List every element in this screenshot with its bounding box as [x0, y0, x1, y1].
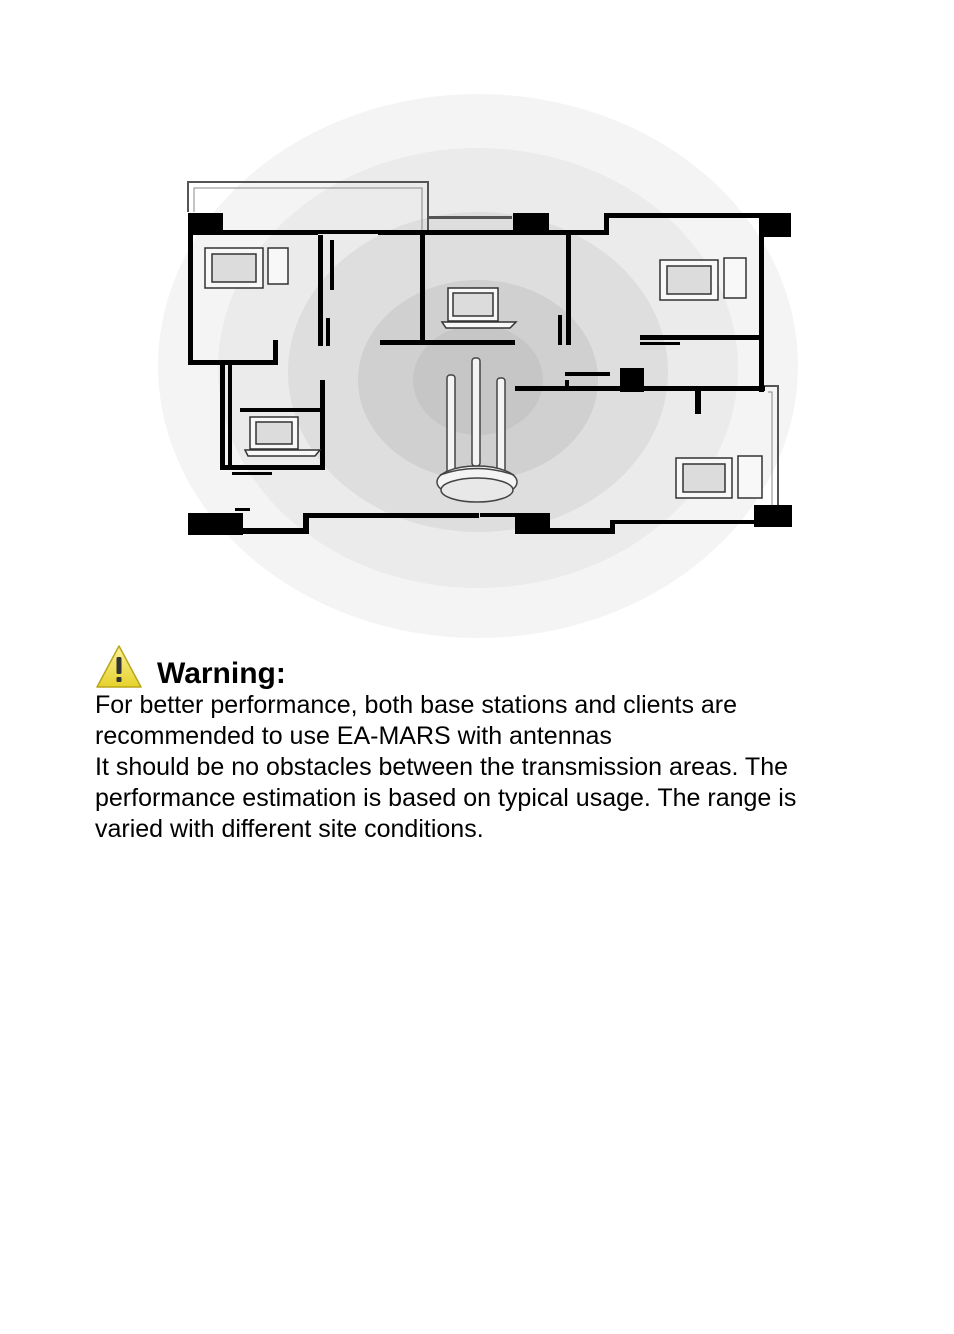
warning-line: It should be no obstacles between the transmission areas. The: [95, 753, 789, 781]
warning-line: recommended to use EA-MARS with antennas: [95, 722, 612, 750]
warning-title: Warning:: [157, 657, 286, 690]
warning-block: [95, 636, 875, 845]
floorplan-figure: [150, 90, 810, 645]
warning-triangle-icon: [95, 644, 143, 690]
warning-line: For better performance, both base stations and clients are: [95, 691, 738, 719]
warning-heading: [95, 636, 875, 690]
warning-line: varied with different site conditions.: [95, 815, 484, 843]
floorplan-illustration: [150, 90, 810, 645]
warning-line: performance estimation is based on typical usage. The range is: [95, 784, 797, 812]
router-antennas: [437, 358, 517, 502]
